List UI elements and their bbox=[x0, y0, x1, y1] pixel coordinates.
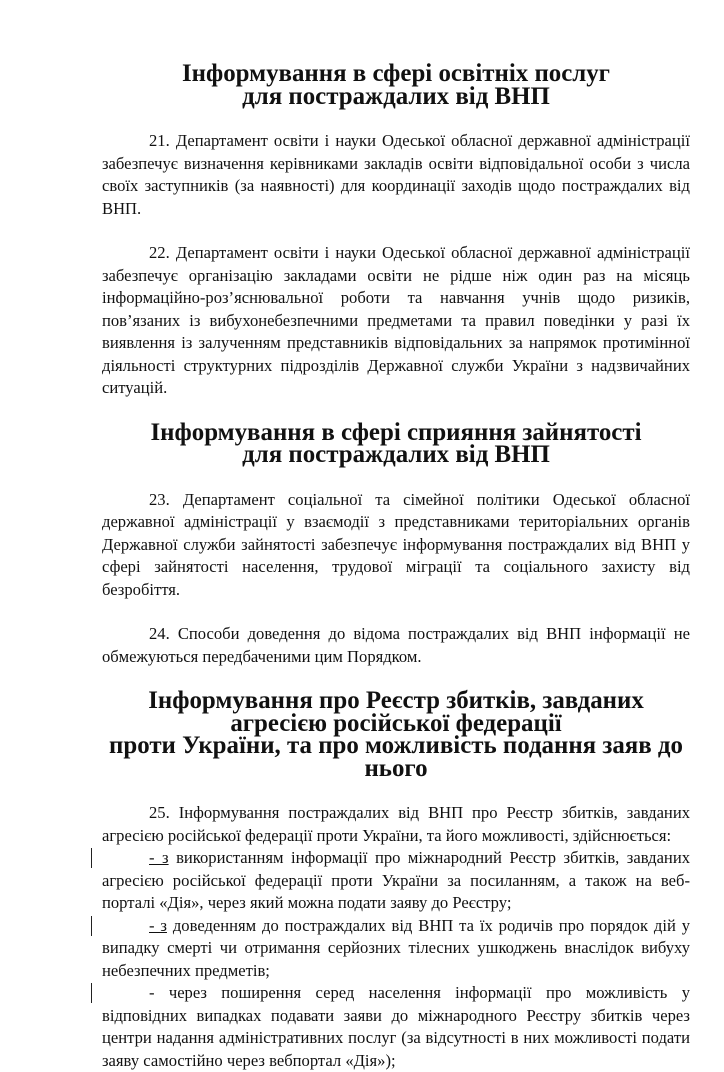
document-page bbox=[102, 60, 690, 1072]
paragraph-24: 24. Способи доведення до відома постраждалих від ВНП інформації не обмежуються передбаченими цим Порядком. bbox=[102, 624, 690, 666]
list-item bbox=[102, 915, 690, 983]
paragraph-25: 25. Інформування постраждалих від ВНП про Реєстр збитків, завданих агресією російської федерації проти України, та його можливості, здійснюється: bbox=[102, 803, 690, 845]
list-item-prefix: - з bbox=[149, 848, 169, 867]
list-item-prefix: - з bbox=[149, 915, 167, 935]
revision-bar bbox=[91, 848, 92, 868]
paragraph-21: 21. Департамент освіти і науки Одеської обласної державної адміністрації забезпечує визначення керівниками закладів освіти відповідальної особи з числа своїх заступників (за наявності) для координації заходів щодо постраждалих від ВНП. bbox=[102, 131, 690, 218]
heading-line: для постраждалих від ВНП bbox=[242, 82, 550, 110]
heading-line: Інформування про Реєстр збитків, завданих агресією російської федерації bbox=[148, 687, 644, 737]
section-heading-damage-register bbox=[102, 687, 690, 782]
revision-bar bbox=[91, 983, 92, 1003]
list-item bbox=[102, 847, 690, 915]
paragraph-22: 22. Департамент освіти і науки Одеської обласної державної адміністрації забезпечує організацію закладами освіти не рідше ніж один раз на місяць інформаційно-роз’яснювальної роботи та навчання учнів щодо ризиків, пов’язаних із вибухонебезпечними предметами та правил поведінки у разі їх виявлення із залученням представників відповідальних за напрямок протимінної діяльності структурних підрозділів Державної служби України з надзвичайних ситуацій. bbox=[102, 243, 690, 397]
list-item-text: використанням інформації про міжнародний Реєстр збитків, завданих агресією російської федерації проти України за посиланням, а також на веб-порталі «Дія», через який можна подати заяву до Реєстру; bbox=[102, 848, 690, 912]
list-item bbox=[102, 982, 690, 1072]
list-item-text: доведенням до постраждалих від ВНП та їх родичів про порядок дій у випадку смерті чи отримання серйозних тілесних ушкоджень внаслідок вибуху небезпечних предметів; bbox=[102, 915, 690, 980]
list-item-text: - через поширення серед населення інформації про можливість у відповідних випадках подавати заяви до міжнародного Реєстру збитків через центри надання адміністративних послуг (за відсутності в них можливості подати заяву самостійно через вебпортал «Дія»); bbox=[102, 983, 690, 1070]
heading-line: для постраждалих від ВНП bbox=[242, 441, 550, 468]
heading-line: проти України, та про можливість подання заяв до нього bbox=[109, 732, 683, 782]
heading-line: Інформування в сфері сприяння зайнятості bbox=[150, 418, 642, 446]
heading-line: Інформування в сфері освітніх послуг bbox=[181, 60, 610, 87]
revision-bar bbox=[91, 916, 92, 936]
section-heading-education bbox=[102, 60, 690, 110]
paragraph-23: 23. Департамент соціальної та сімейної політики Одеської обласної державної адміністрації у взаємодії з представниками територіальних органів Державної служби зайнятості забезпечує інформування постраждалих від ВНП у сфері зайнятості населення, трудової міграції та соціального захисту від безробіття. bbox=[102, 489, 690, 599]
section-heading-employment bbox=[102, 418, 690, 468]
